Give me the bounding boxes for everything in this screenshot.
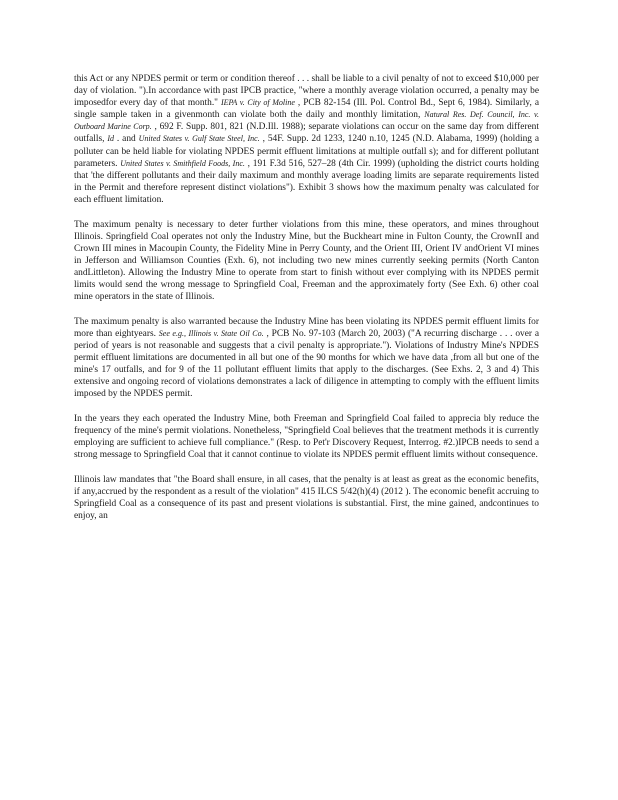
paragraph: [74, 413, 539, 461]
text-run: Illinois law mandates that "the Board shall ensure, in all cases, that the penalty is at least as great as the economic benefits, if any,accrued by the respondent as a result of the violation" 415 ILCS 5/42(h)(4) (2012 ). The economic benefit accruing to Springfield Coal as a consequence of its past and present violations is substantial. First, the mine gained, andcontinues to enjoy, an: [74, 474, 539, 521]
text-run: In the years they each operated the Industry Mine, both Freeman and Springfield Coal failed to apprecia bly reduce the frequency of the mine's permit violations. Nonetheless, "Springfield Coal believes that the treatment methods it is currently employing are sufficient to achieve full compliance." (Resp. to Pet'r Discovery Request, Interrog. #2.)IPCB needs to send a strong message to Springfield Coal that it cannot continue to violate its NPDES permit effluent limits without consequence.: [74, 413, 539, 461]
case-citation: United States v. Gulf State Steel, Inc.: [138, 134, 260, 144]
case-citation: United States v. Smithfield Foods, Inc.: [120, 158, 245, 168]
paragraph: [74, 316, 539, 401]
case-citation: Id: [107, 134, 115, 144]
text-run: , PCB 82-154 (Ill. Pol. Control Bd., Sept 6, 1984). Similarly, a single sample taken in a givenmonth can violate both the daily and monthly limitation,: [74, 98, 539, 121]
text-run: The maximum penalty is necessary to deter further violations from this mine, these operators, and mines throughout Illinois. Springfield Coal operates not only the Industry Mine, but the Buckheart mine in Fulton County, the CrownII and Crown III mines in Macoupin County, the Fidelity Mine in Perry County, and the Orient III, Orient IV andOrient VI mines in Jefferson and Williamson Counties (Exh. 6), not including two new mines currently seeking permits (North Canton andLittleton). Allowing the Industry Mine to operate from start to finish without ever complying with its NPDES permit limits would send the wrong message to Springfield Coal, Freeman and the approximately forty (See Exh. 6) other coal mine operators in the state of Illinois.: [74, 219, 539, 303]
case-citation: See e.g., Illinois v. State Oil Co.: [158, 328, 264, 338]
document-body: [74, 73, 539, 535]
text-run: , 191 F.3d 516, 527–28 (4th Cir. 1999) (upholding the district courts holding that 'the different pollutants and their daily maximum and monthly average loading limits are separate requirements listed in the Permit and therefore represent distinct violations"). Exhibit 3 shows how the maximum penalty was calculated for each effluent limitation.: [74, 158, 540, 205]
paragraph: [74, 474, 539, 522]
text-run: , 692 F. Supp. 801, 821 (N.D.Ill. 1988); separate violations can occur on the same day from different outfalls,: [74, 122, 539, 145]
text-run: this Act or any NPDES permit or term or condition thereof . . . shall be liable to a civil penalty of not to exceed $10,000 per day of violation. ").In accordance with past IPCB practice, "where a monthly average violation occurred, a penalty may be imposedfor every day of that month.": [74, 74, 539, 109]
case-citation: Natural Res. Def. Council, Inc. v. Outboard Marine Corp.: [74, 110, 540, 132]
text-run: The maximum penalty is also warranted because the Industry Mine has been violating its NPDES permit effluent limits for more than eightyears.: [74, 316, 539, 339]
text-run: . and: [114, 134, 139, 145]
case-citation: IEPA v. City of Moline: [220, 98, 295, 108]
text-run: , 54F. Supp. 2d 1233, 1240 n.10, 1245 (N.D. Alabama, 1999) (holding a polluter can be held liable for violating NPDES permit effluent limitations at multiple outfall s); and for different pollutant parameters.: [74, 134, 539, 169]
paragraph: [74, 219, 539, 304]
paragraph: [74, 73, 539, 206]
text-run: , PCB No. 97-103 (March 20, 2003) ("A recurring discharge . . . over a period of years is not reasonable and suggests that a civil penalty is appropriate."). Violations of Industry Mine's NPDES permit effluent limitations are documented in all but one of the 90 months for which we have data ,from all but one of the mine's 17 outfalls, and for 9 of the 11 pollutant effluent limits that apply to the discharges. (See Exhs. 2, 3 and 4) This extensive and ongoing record of violations demonstrates a lack of diligence in attempting to comply with the effluent limits imposed by the NPDES permit.: [74, 328, 539, 400]
